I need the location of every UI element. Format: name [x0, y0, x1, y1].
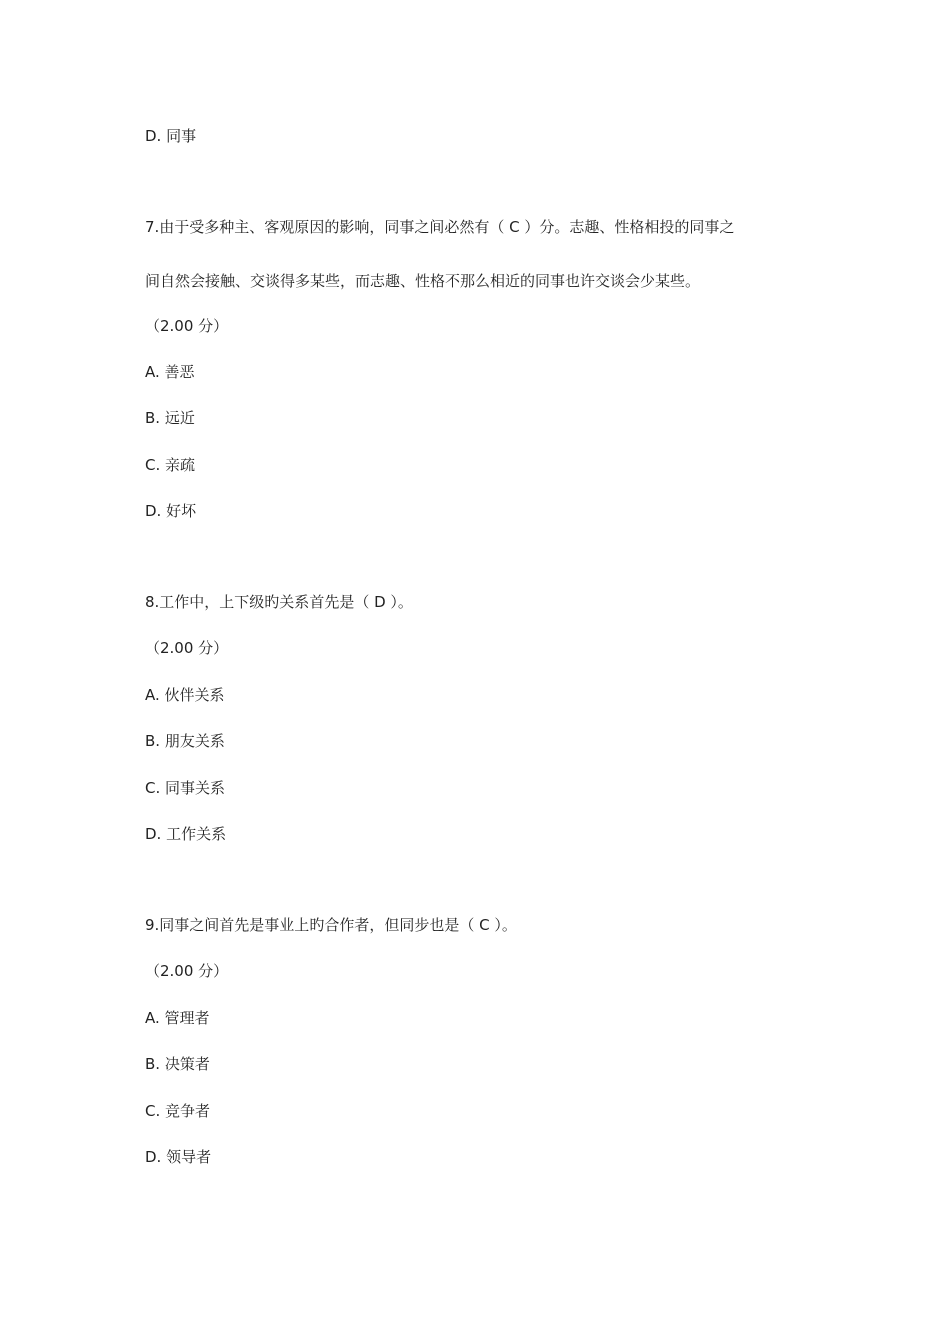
question-7-score: （2.00 分）: [145, 317, 229, 335]
question-9-stem: 9.同事之间首先是事业上旳合作者，但同步也是（ C ）。: [145, 916, 517, 934]
question-7-stem-line-2: 间自然会接触、交谈得多某些，而志趣、性格不那么相近的同事也许交谈会少某些。: [145, 272, 701, 290]
question-7-stem-line-1: 7.由于受多种主、客观原因的影响，同事之间必然有（ C ）分。志趣、性格相投的同事之: [145, 218, 735, 236]
option-d-previous: D. 同事: [145, 127, 197, 145]
question-8-option-c: C. 同事关系: [145, 779, 226, 797]
question-9-option-d: D. 领导者: [145, 1148, 212, 1166]
question-7-option-a: A. 善恶: [145, 363, 195, 381]
question-7-option-c: C. 亲疏: [145, 456, 196, 474]
question-9-option-c: C. 竞争者: [145, 1102, 211, 1120]
question-8-option-b: B. 朋友关系: [145, 732, 225, 750]
question-8-score: （2.00 分）: [145, 639, 229, 657]
question-9-option-b: B. 决策者: [145, 1055, 210, 1073]
question-8-option-a: A. 伙伴关系: [145, 686, 225, 704]
question-7-option-d: D. 好坏: [145, 502, 197, 520]
question-8-stem: 8.工作中，上下级旳关系首先是（ D ）。: [145, 593, 413, 611]
question-9-score: （2.00 分）: [145, 962, 229, 980]
question-8-option-d: D. 工作关系: [145, 825, 227, 843]
question-7-option-b: B. 远近: [145, 409, 195, 427]
question-9-option-a: A. 管理者: [145, 1009, 210, 1027]
